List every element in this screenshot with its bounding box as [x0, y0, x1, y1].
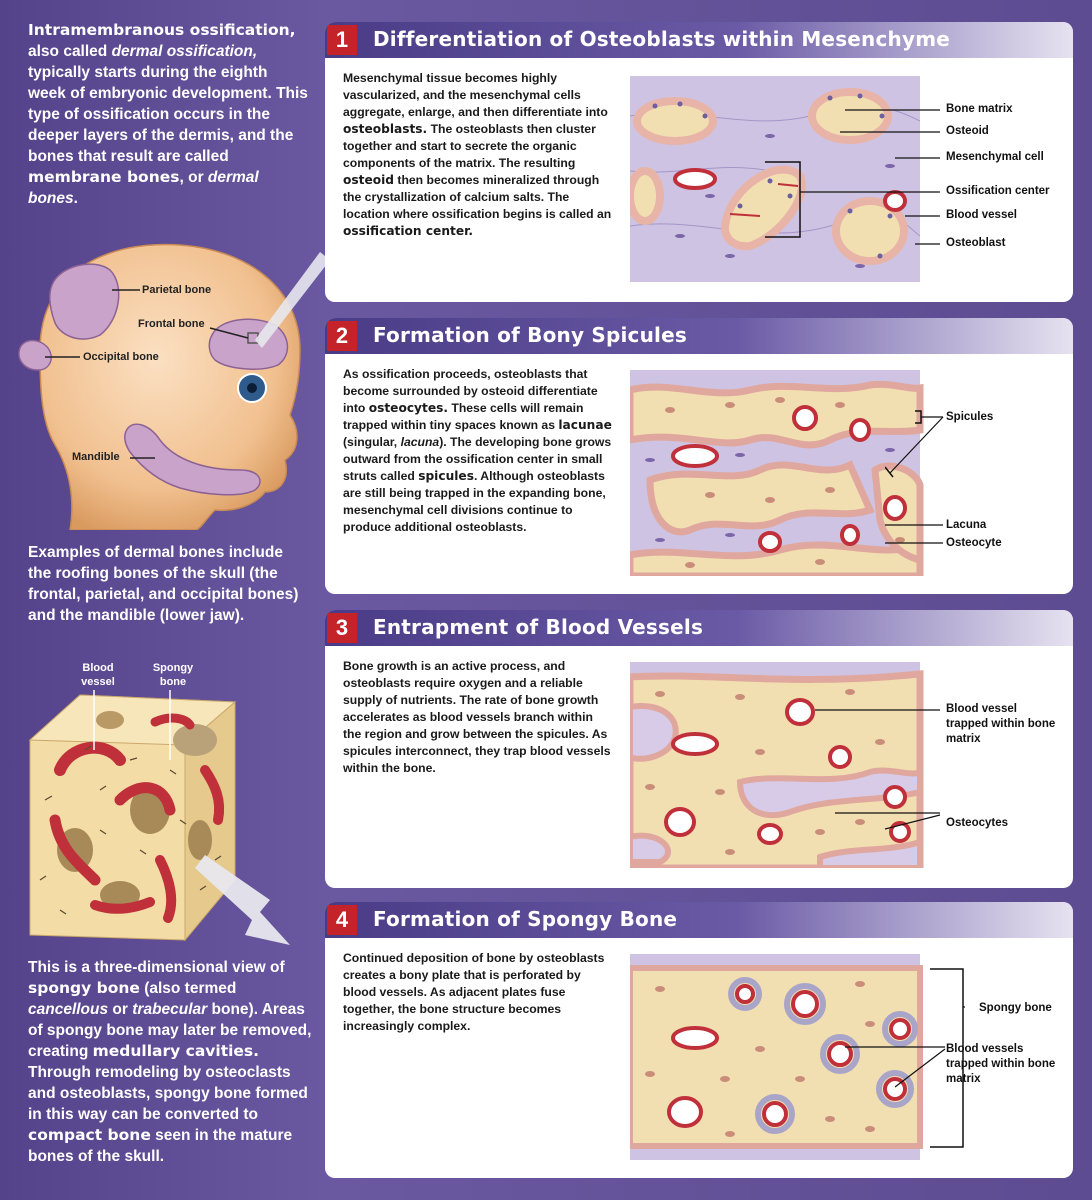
step-number: 2 [327, 321, 357, 351]
label-blood-vessel: Blood vessel [946, 209, 1017, 221]
panel-4 [325, 902, 1073, 1178]
label-osteocytes: Osteocytes [946, 817, 1009, 829]
left-column [0, 0, 318, 1200]
panel-title: Formation of Bony Spicules [373, 323, 687, 347]
label-occipital-bone: Occipital bone [83, 351, 159, 363]
spongy-text: (also termed [139, 980, 237, 997]
term-cancellous: cancellous [28, 1001, 109, 1018]
spongy-text: or [108, 1001, 133, 1018]
label-osteocyte: Osteocyte [946, 537, 1002, 549]
step-number: 3 [327, 613, 357, 643]
panel3-leaders [805, 705, 945, 845]
panel-2 [325, 318, 1073, 594]
panel-description: Continued deposition of bone by osteoblasts creates a bony plate that is perforated by blood vessels. As adjacent plates fuse together, the bone structure becomes increasingly complex. [343, 951, 605, 1033]
label-spongy-bone: Spongy bone [979, 1002, 1052, 1014]
label-blood-vessels-trapped: Blood vessels trapped within bone matrix [946, 1043, 1056, 1085]
step-number: 1 [327, 25, 357, 55]
spongy-text: seen in the mature bones of the skull. [28, 1127, 293, 1165]
parietal-bone [50, 264, 119, 339]
term-membrane-bones: membrane bones [28, 168, 180, 186]
label-lacuna: Lacuna [946, 519, 987, 531]
desc-text: ). The developing bone grows outward from the ossification center in small struts called [343, 435, 612, 483]
panel-header [325, 902, 1073, 938]
term-intramembranous: Intramembranous ossification, [28, 21, 296, 39]
term-dermal-ossification: dermal ossification, [111, 43, 258, 60]
spongy-text: Through remodeling by osteoclasts and osteoblasts, spongy bone formed in this way can be converted to [28, 1064, 308, 1123]
label-blood-vessel-trapped: Blood vessel trapped within bone matrix [946, 703, 1056, 745]
label-parietal-bone: Parietal bone [142, 284, 212, 296]
step-number: 4 [327, 905, 357, 935]
panel-description [343, 366, 613, 536]
desc-text: These cells will remain trapped within tiny spaces known as [343, 401, 584, 432]
panel-header [325, 22, 1073, 58]
term-dermal-bones: dermal bones [28, 169, 259, 207]
desc-text: Mesenchymal tissue becomes highly vascularized, and the mesenchymal cells aggregate, enlarge, and then differentiate into [343, 71, 608, 119]
term-compact-bone: compact bone [28, 1126, 151, 1144]
term-lacuna: lacuna [400, 435, 440, 449]
term-ossification-center: ossification center. [343, 224, 473, 238]
intro-text: also called [28, 43, 112, 60]
desc-text: The osteoblasts then cluster together and start to secrete the organic components of the matrix. The resulting [343, 122, 596, 170]
term-trabecular: trabecular [132, 1001, 208, 1018]
label-osteoid: Osteoid [946, 125, 989, 137]
desc-text: As ossification proceeds, osteoblasts that become surrounded by osteoid differentiate into [343, 367, 598, 415]
label-blood-vessel: Blood vessel [81, 662, 115, 688]
panel-header [325, 318, 1073, 354]
term-osteoblasts: osteoblasts. [343, 122, 428, 136]
label-ossification-center: Ossification center [946, 185, 1050, 197]
spongy-text: This is a three-dimensional view of [28, 959, 285, 976]
desc-text: (singular, [343, 435, 401, 449]
panel-title: Differentiation of Osteoblasts within Mesenchyme [373, 27, 951, 51]
panel1-leaders [765, 92, 955, 272]
panel2-leaders [885, 403, 955, 573]
label-spicules: Spicules [946, 411, 994, 423]
term-spicules: spicules [418, 469, 474, 483]
spongy-bone-paragraph [28, 957, 313, 1167]
spongy-bone-block [0, 650, 318, 950]
panel-title: Formation of Spongy Bone [373, 907, 678, 931]
panel-header [325, 610, 1073, 646]
term-osteoid: osteoid [343, 173, 394, 187]
panel-3 [325, 610, 1073, 888]
term-spongy-bone: spongy bone [28, 979, 140, 997]
desc-text: then becomes mineralized through the crystallization of calcium salts. The location where ossification begins is called an [343, 173, 612, 221]
label-mesenchymal-cell: Mesenchymal cell [946, 151, 1044, 163]
intro-paragraph [28, 20, 308, 209]
desc-text: . Although osteoblasts are still being trapped in the expanding bone, mesenchymal cell divisions continue to produce additional osteoblasts. [343, 469, 606, 534]
head-illustration [0, 230, 330, 530]
intro-text: , or [179, 169, 208, 186]
intro-text: typically starts during the eighth week of embryonic development. This type of ossification occurs in the deeper layers of the dermis, and the bones that result are called [28, 64, 308, 165]
panel-description [343, 70, 613, 240]
label-frontal-bone: Frontal bone [138, 318, 205, 330]
panel-1 [325, 22, 1073, 302]
dermal-bones-examples: Examples of dermal bones include the roofing bones of the skull (the frontal, parietal, and occipital bones) and the mandible (lower jaw). [28, 544, 299, 624]
label-mandible: Mandible [72, 451, 120, 463]
term-medullary-cavities: medullary cavities. [92, 1042, 260, 1060]
panel-description: Bone growth is an active process, and osteoblasts require oxygen and a reliable supply of nutrients. The rate of bone growth accelerates as blood vessels branch within the region and grow between the spicules. As spicules interconnect, they trap blood vessels within the bone. [343, 659, 611, 775]
spongy-text: bone). Areas of spongy bone may later be removed, creating [28, 1001, 312, 1060]
term-lacunae: lacunae [558, 418, 612, 432]
term-osteocytes: osteocytes. [368, 401, 448, 415]
label-bone-matrix: Bone matrix [946, 103, 1013, 115]
label-spongy-bone: Spongy bone [152, 662, 194, 688]
intro-text: . [73, 190, 78, 207]
panel-title: Entrapment of Blood Vessels [373, 615, 704, 639]
label-osteoblast: Osteoblast [946, 237, 1006, 249]
